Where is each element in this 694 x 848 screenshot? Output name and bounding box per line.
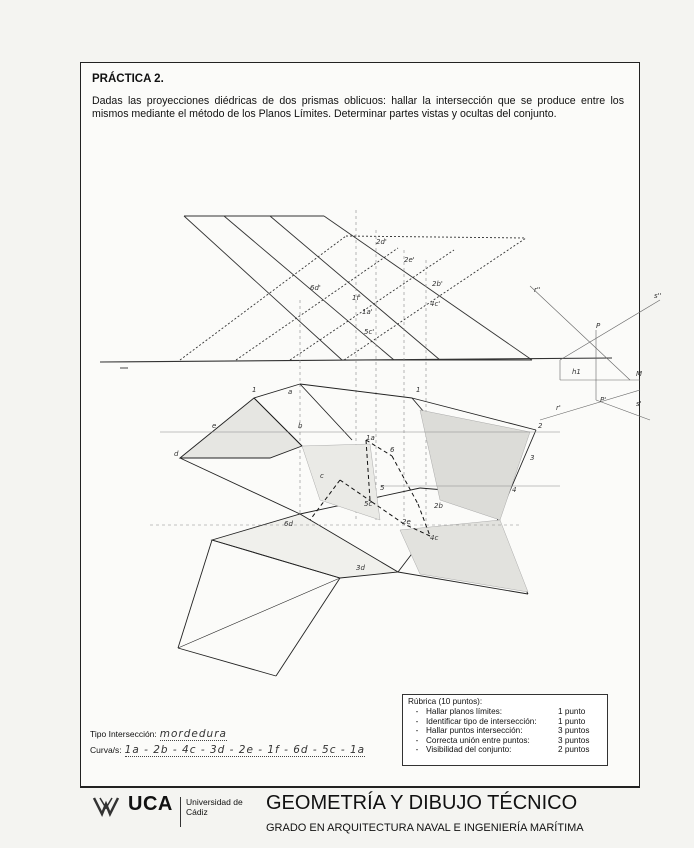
label-bottom-16: 2e [402, 518, 411, 526]
university-name: Universidad de Cádiz [186, 797, 243, 817]
label-top-12: M [636, 370, 643, 378]
label-top-6: 1a' [362, 308, 373, 316]
degree-title: GRADO EN ARQUITECTURA NAVAL E INGENIERÍA MARÍTIMA [266, 822, 584, 834]
curve-label: Curva/s: [90, 745, 122, 755]
intersection-type-label: Tipo Intersección: [90, 729, 157, 739]
uca-logo: UCA [128, 793, 173, 815]
label-bottom-17: 4c [430, 534, 439, 542]
label-top-15: P' [600, 396, 607, 404]
label-bottom-15: 6d [284, 520, 293, 528]
intersection-type-value: mordedura [159, 728, 227, 740]
label-top-4: 2b' [432, 280, 443, 288]
label-bottom-13: 5c [364, 500, 373, 508]
label-top-8: r'' [534, 286, 541, 294]
rubric-row: - Visibilidad del conjunto: 2 puntos [415, 745, 590, 755]
label-top-5: 4c' [430, 300, 441, 308]
label-top-13: r' [556, 404, 561, 412]
practice-title: PRÁCTICA 2. [92, 73, 164, 85]
label-top-7: 5c' [364, 328, 375, 336]
label-bottom-14: 2b [434, 502, 443, 510]
rubric-row: - Correcta unión entre puntos: 3 puntos [415, 735, 590, 745]
label-bottom-3: 2 [538, 422, 543, 430]
label-bottom-8: 3 [530, 454, 535, 462]
curve-answer [90, 744, 365, 756]
rubric-row: - Hallar planos límites: 1 punto [415, 707, 586, 716]
logo-separator [180, 797, 181, 827]
rubric-box [402, 694, 608, 766]
label-top-2: 6d' [310, 284, 321, 292]
label-top-9: s'' [654, 292, 662, 300]
label-bottom-10: c [320, 472, 324, 480]
label-bottom-6: d [174, 450, 179, 458]
uca-emblem-icon [92, 794, 126, 818]
label-bottom-5: b [298, 422, 303, 430]
course-title: GEOMETRÍA Y DIBUJO TÉCNICO [266, 792, 578, 814]
label-top-0: 2d' [376, 238, 387, 246]
practice-statement: Dadas las proyecciones diédricas de dos prismas oblicuos: hallar la intersección que se produce entre los mismos mediante el método de los Planos Límites. Determinar partes vistas y ocultas del conjunto. [92, 95, 624, 120]
label-bottom-2: 1 [416, 386, 421, 394]
label-top-10: P [596, 322, 601, 330]
rubric-row: - Hallar puntos intersección: 3 puntos [415, 726, 590, 736]
label-bottom-4: e [212, 422, 217, 430]
label-bottom-11: 5 [380, 484, 385, 492]
label-bottom-9: 6 [390, 446, 395, 454]
footer-divider [80, 787, 640, 788]
rubric-header: Rúbrica (10 puntos): [408, 697, 483, 706]
label-top-1: 2e' [404, 256, 415, 264]
label-bottom-12: 4 [512, 486, 517, 494]
curve-value: 1a - 2b - 4c - 3d - 2e - 1f - 6d - 5c - 1a [124, 744, 366, 756]
label-bottom-0: 1 [252, 386, 257, 394]
label-top-11: h1 [572, 368, 581, 376]
label-bottom-7: 1a [366, 434, 375, 442]
intersection-type [90, 728, 227, 740]
label-top-3: 1f' [352, 294, 361, 302]
label-top-14: s' [636, 400, 642, 408]
rubric-row: - Identificar tipo de intersección: 1 punto [415, 716, 586, 726]
label-bottom-1: a [288, 388, 293, 396]
label-bottom-18: 3d [356, 564, 365, 572]
